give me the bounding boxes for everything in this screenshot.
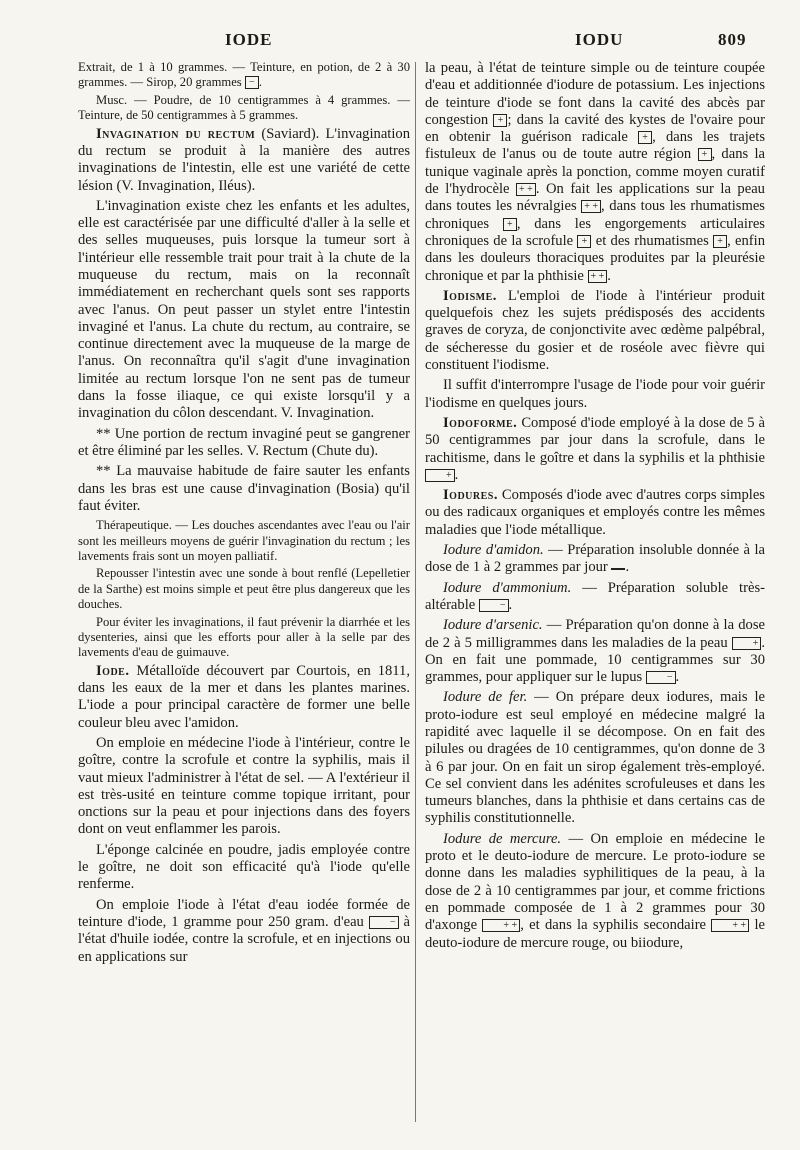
text-run: , dans les trajets fistuleux de l'anus ou de toute autre région xyxy=(425,129,766,163)
plusplus-mark: + + xyxy=(581,200,601,213)
headword: Iode. xyxy=(96,662,130,679)
text-run: On emploie l'iode à l'état d'eau iodée formée de teinture d'iode, 1 gramme pour 250 gram. d'eau xyxy=(78,896,410,930)
right-column xyxy=(425,60,765,955)
text-run: L'emploi de l'iode à l'intérieur produit quelquefois chez les sujets prédisposés des accidents graves de coryza, de conjonctivite avec œdème palpébral, de sécheresse du gosier et de roséole avec fièvre qui constituent l'iodisme. xyxy=(425,287,765,374)
text-run: Iodure de mercure. xyxy=(443,830,562,847)
text-run: et des rhumatismes xyxy=(595,232,709,249)
plus-mark: + xyxy=(425,469,455,482)
page-number: 809 xyxy=(718,30,747,49)
text-run: (Saviard). L'invagination du rectum se produit à la manière des autres invaginations de l'intestin, elle est une variété de cette lésion (V. Invagination, Iléus). xyxy=(78,125,411,194)
minus-mark: − xyxy=(245,76,259,89)
paragraph: la peau, à l'état de teinture simple ou de teinture coupée d'eau et additionnée d'iodure de potassium. Les injections de teinture d'iode se font dans la cavité des abcès par congestion + ; dans la cavité des kystes de l'ovaire pour en obtenir la guérison radicale + , dans les trajets fistuleux de l'anus ou de toute autre région + , dans la tunique vaginale après la ponction, comme moyen curatif de l'hydrocèle + + . On fait les applications sur la peau dans toutes les névralgies + + , dans tous les rhumatismes chroniques + , dans les engorgements articulaires chroniques de la scrofule + et des rhumatismes + , enfin dans les douleurs thoraciques produites par la pleurésie chronique et par la phthisie + + . xyxy=(425,60,766,284)
plus-mark: + xyxy=(638,131,652,144)
text-run: , et en injections ou en applications sur xyxy=(78,931,410,965)
text-run: , dans les engorgements articulaires chroniques de la scrofule xyxy=(425,215,765,249)
text-run: , enfin dans les douleurs thoraciques produites par la pleurésie chronique et par la phthisie xyxy=(425,232,766,284)
headword: Iodisme. xyxy=(443,287,497,304)
text-run: , dans la tunique vaginale après la ponction, comme moyen curatif de l'hydrocèle xyxy=(425,146,765,198)
minus-mark: − xyxy=(369,916,399,929)
headword: Iodures. xyxy=(443,487,499,504)
entry-iodoforme: Iodoforme. Composé d'iode employé à la dose de 5 à 50 centigrammes par jour dans la scrofule, dans le rachitisme, dans le goître et dans la syphilis et la phthisie + . xyxy=(425,414,765,483)
text-run: le deuto-iodure de mercure rouge, ou biiodure, xyxy=(425,917,766,951)
text-run: . On fait les applications sur la peau dans toutes les névralgies xyxy=(425,181,765,215)
text-run: Iodure de fer. xyxy=(443,689,528,706)
entry-iodures xyxy=(425,487,765,539)
text-run: Composés d'iode avec d'autres corps simples ou des radicaux organiques et employés contre les mêmes maladies que l'iode métallique. xyxy=(425,487,765,538)
paragraph: Repousser l'intestin avec une sonde à bout renflé (Lepelletier de la Sarthe) est moins simple et peut être plus dangereux que les douches. xyxy=(78,566,410,612)
plusplus-mark: + + xyxy=(588,270,608,283)
paragraph: Musc. — Poudre, de 10 centigrammes à 4 grammes. — Teinture, de 50 centigrammes à 5 grammes. xyxy=(78,92,410,123)
paragraph: L'éponge calcinée en poudre, jadis employée contre le goître, ne doit son efficacité qu'à l'iode qu'elle renferme. xyxy=(78,841,410,893)
paragraph: Il suffit d'interrompre l'usage de l'iode pour voir guérir l'iodisme en quelques jours. xyxy=(425,377,765,411)
paragraph: Thérapeutique. — Les douches ascendantes avec l'eau ou l'air sont les meilleurs moyens de guérir l'invagination du rectum ; les lavements frais sont un moyen palliatif. xyxy=(78,518,410,563)
plus-mark: + xyxy=(698,148,712,161)
paragraph: L'invagination existe chez les enfants et les adultes, elle est caractérisée par une difficulté d'aller à la selle et des selles muqueuses, puis lorsque la tumeur sort à l'intérieur elle ressemble trait pour trait à la chute de la muqueuse du rectum, mais on la reconnaît immédiatement en recherchant quels sont ses rapports avec l'anus. On peut passer un stylet entre l'intestin invaginé et l'anus. La chute du rectum, au contraire, se continue directement avec la muqueuse de la marge de l'anus. On reconnaîtra qu'il s'agit d'une invagination limitée au rectum lorsque l'on ne sent pas de tumeur dans la fosse iliaque, ce qui existe lorsqu'il y a invagination du côlon descendant. V. Invagination. xyxy=(78,197,410,422)
text-run: . On en fait une pommade, 10 centigrammes sur 30 grammes, pour appliquer sur le lupus xyxy=(425,634,765,686)
plusplus-mark: + + xyxy=(482,919,520,932)
headword: Iodoforme. xyxy=(443,414,518,431)
paragraph: Pour éviter les invaginations, il faut prévenir la diarrhée et les dysenteries, ainsi que les efforts pour aller à la selle par des lavements d'eau de guimauve. xyxy=(78,614,410,660)
text-run: Composé d'iode employé à la dose de 5 à 50 centigrammes par jour dans la scrofule, dans le rachitisme, dans le goître et dans la syphilis et la phthisie xyxy=(425,414,765,466)
sub-entry xyxy=(425,831,765,952)
column-rule xyxy=(415,62,416,1122)
sub-entry: Iodure d'amidon. — Préparation insoluble donnée à la dose de 1 à 2 grammes par jour . xyxy=(425,542,765,576)
plusplus-mark: + + xyxy=(711,919,749,932)
paragraph xyxy=(78,897,410,966)
text-run: — Préparation insoluble donnée à la dose de 1 à 2 grammes par jour xyxy=(425,542,765,576)
text-run: , et dans la syphilis secondaire xyxy=(520,917,707,934)
paragraph: On emploie en médecine l'iode à l'intérieur, contre le goître, contre la scrofule et contre la syphilis, mais il vaut mieux l'administrer à l'état de sel. — A l'extérieur il est très-usité en teinture comme topique irritant, pour onctions sur la peau et pour injections dans des foyers dont on veut enflammer les parois. xyxy=(78,735,410,838)
plus-mark: + xyxy=(577,235,591,248)
minus-mark: − xyxy=(479,599,509,612)
text-run: Extrait, de 1 à 10 grammes. — Teinture, en potion, de 2 à 30 grammes. — Sirop, 20 grammes xyxy=(78,60,410,90)
text-run: Iodure d'amidon. xyxy=(443,542,544,559)
plus-mark: + xyxy=(503,218,517,231)
text-run: ; dans la cavité des kystes de l'ovaire pour en obtenir la guérison radicale xyxy=(425,111,765,146)
paragraph: Extrait, de 1 à 10 grammes. — Teinture, en potion, de 2 à 30 grammes. — Sirop, 20 grammes − . xyxy=(78,60,410,90)
plus-mark: + xyxy=(713,235,727,248)
entry-invagination xyxy=(78,126,410,195)
plus-mark: + xyxy=(732,637,762,650)
minus-mark: − xyxy=(646,671,676,684)
text-run: Iodure d'arsenic. xyxy=(443,617,543,634)
headword: Invagination du rectum xyxy=(96,125,256,142)
text-run: Iodure d'ammonium. xyxy=(443,579,572,596)
running-head-right: IODU xyxy=(575,30,624,49)
plusplus-mark: + + xyxy=(516,183,536,196)
text-run: — On prépare deux iodures, mais le proto-iodure est seul employé en médecine malgré la rapidité avec laquelle il se décompose. On en fait des pilules ou dragées de 10 centigrammes, qu'on donne de 3 à 6 par jour. On en fait un sirop également très-employé. Ce sel convient dans les adénites scrofuleuses et dans les tumeurs blanches, dans la phthisie et dans certains cas de syphilis constitutionnelle. xyxy=(425,689,765,827)
paragraph: ** Une portion de rectum invaginé peut se gangrener et être éliminé par les selles. V. Rectum (Chute du). xyxy=(78,425,410,459)
sub-entry xyxy=(425,689,765,827)
empty-mark xyxy=(611,568,625,570)
text-run: à l'état d'huile iodée, contre la scrofule xyxy=(78,913,410,948)
text-run: , dans tous les rhumatismes chroniques xyxy=(425,198,765,232)
sub-entry: Iodure d'ammonium. — Préparation soluble très-altérable − . xyxy=(425,579,765,613)
text-run: Métalloïde découvert par Courtois, en 1811, dans les eaux de la mer et dans les plantes marines. L'iode a pour principal caractère de former une belle couleur bleu avec l'amidon. xyxy=(78,662,410,731)
running-head-left: IODE xyxy=(225,30,273,49)
text-run: — Préparation qu'on donne à la dose de 2 à 5 milligrammes dans les maladies de la peau xyxy=(425,617,765,651)
plus-mark: + xyxy=(493,114,507,127)
sub-entry: Iodure d'arsenic. — Préparation qu'on donne à la dose de 2 à 5 milligrammes dans les maladies de la peau + . On en fait une pommade, 10 centigrammes sur 30 grammes, pour appliquer sur le lupus − . xyxy=(425,617,765,686)
left-column xyxy=(78,60,410,969)
text-run: la peau, à l'état de teinture simple ou de teinture coupée d'eau et additionnée d'iodure de potassium. Les injections de teinture d'iode se font dans la cavité des abcès par congestion xyxy=(425,60,765,128)
text-run: — Préparation soluble très-altérable xyxy=(425,579,765,613)
entry-iode xyxy=(78,663,410,732)
entry-iodisme xyxy=(425,288,765,374)
text-run: — On emploie en médecine le proto et le deuto-iodure de mercure. Le proto-iodure se donne dans les maladies syphilitiques de la peau, à la dose de 2 à 10 centigrammes par jour, et comme frictions en pommade composée de 1 à 2 grammes pour 30 d'axonge xyxy=(425,830,765,934)
paragraph: ** La mauvaise habitude de faire sauter les enfants dans les bras est une cause d'invagination (Bosia) qu'il faut éviter. xyxy=(78,463,410,514)
